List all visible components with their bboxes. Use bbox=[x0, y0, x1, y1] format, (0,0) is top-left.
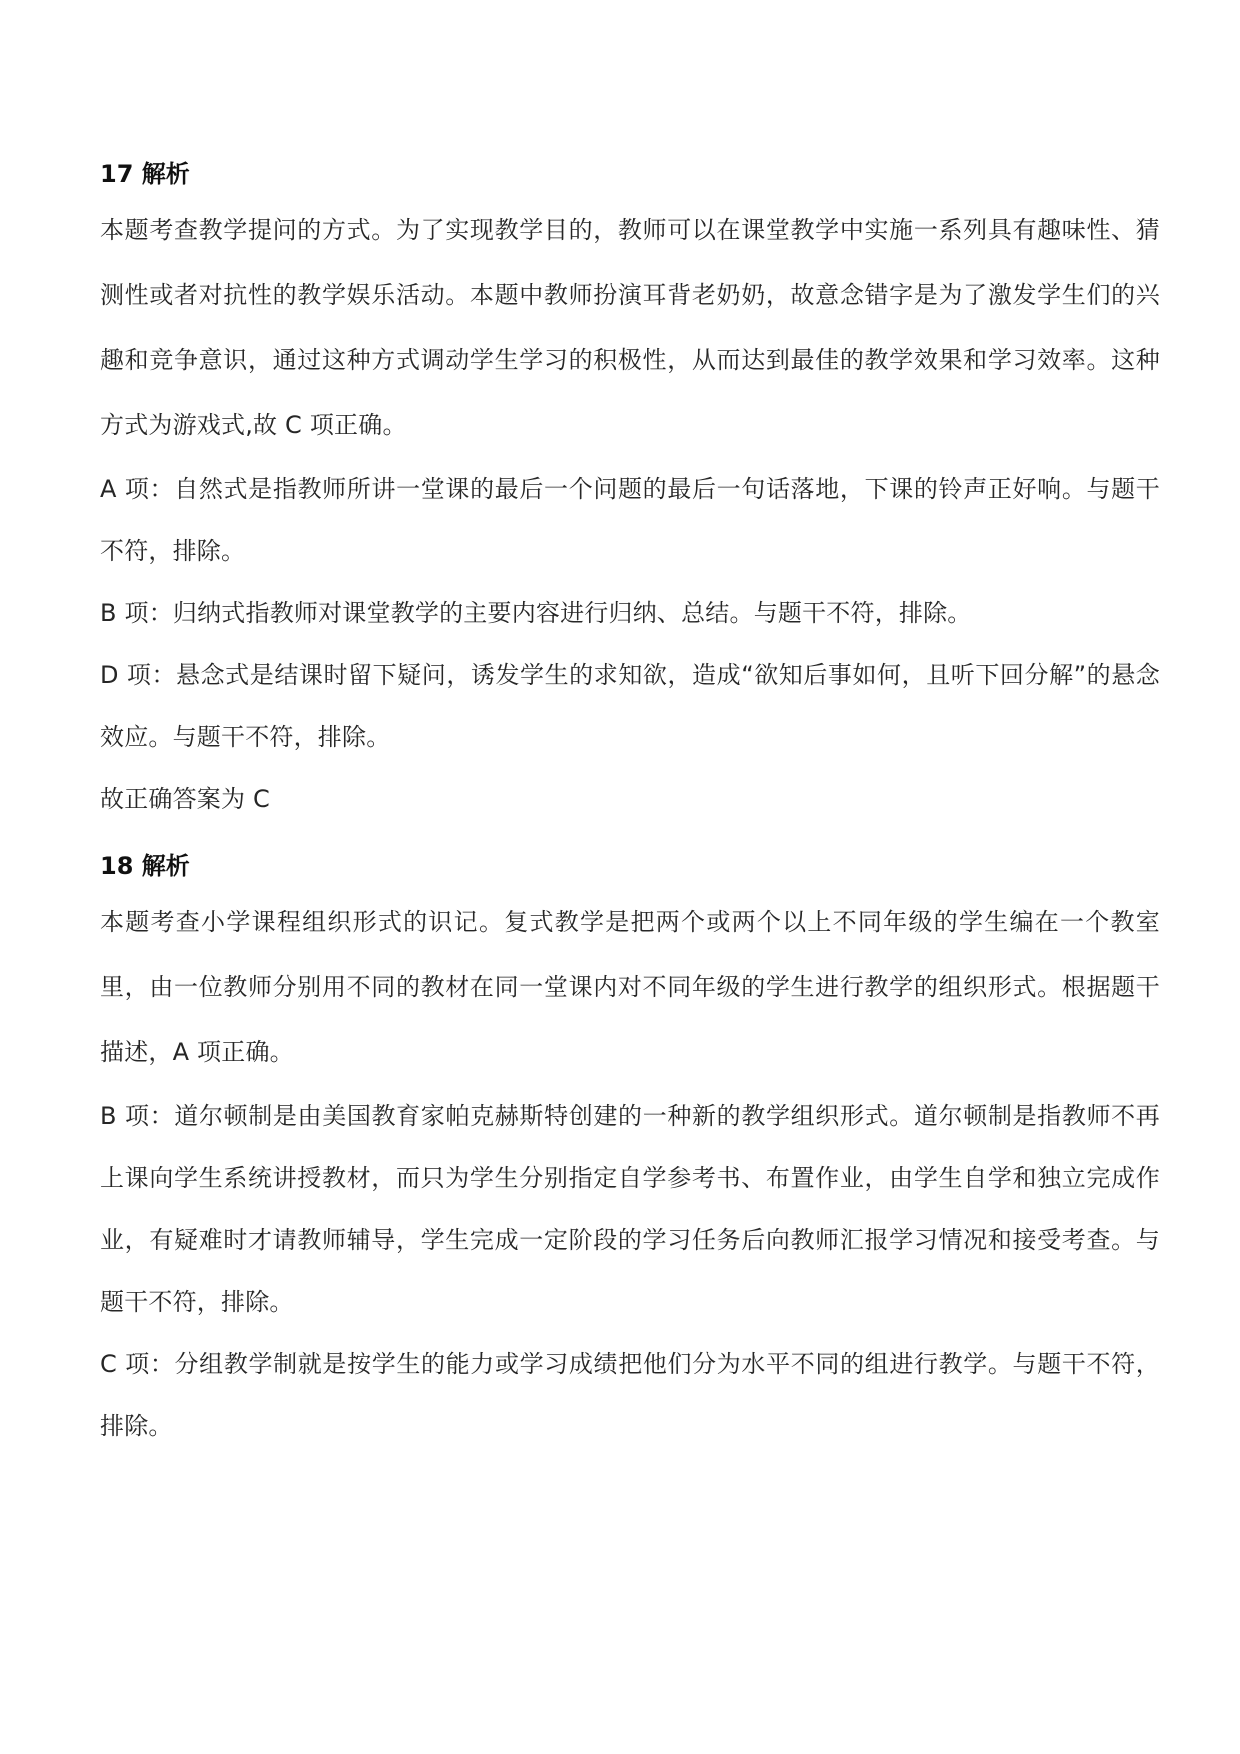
section-18-intro: 本题考查小学课程组织形式的识记。复式教学是把两个或两个以上不同年级的学生编在一个教室里，由一位教师分别用不同的教材在同一堂课内对不同年级的学生进行教学的组织形式。根据题干描述，A 项正确。 bbox=[100, 908, 1160, 1066]
section-17-intro: 本题考查教学提问的方式。为了实现教学目的，教师可以在课堂教学中实施一系列具有趣味性、猜测性或者对抗性的教学娱乐活动。本题中教师扮演耳背老奶奶，故意念错字是为了激发学生们的兴趣和竞争意识，通过这种方式调动学生学习的积极性，从而达到最佳的教学效果和学习效率。这种方式为游戏式,故 C 项正确。 bbox=[100, 216, 1160, 439]
document-page bbox=[100, 150, 1160, 1457]
section-17-title: 17 解析 bbox=[100, 160, 190, 188]
section-17-option-d: D 项：悬念式是结课时留下疑问，诱发学生的求知欲，造成“欲知后事如何，且听下回分解”的悬念效应。与题干不符，排除。 bbox=[100, 661, 1160, 751]
section-17-option-a: A 项：自然式是指教师所讲一堂课的最后一个问题的最后一句话落地，下课的铃声正好响。与题干不符，排除。 bbox=[100, 475, 1160, 565]
section-17-option-b: B 项：归纳式指教师对课堂教学的主要内容进行归纳、总结。与题干不符，排除。 bbox=[100, 599, 972, 627]
section-18-option-b: B 项：道尔顿制是由美国教育家帕克赫斯特创建的一种新的教学组织形式。道尔顿制是指教师不再上课向学生系统讲授教材，而只为学生分别指定自学参考书、布置作业，由学生自学和独立完成作业，有疑难时才请教师辅导，学生完成一定阶段的学习任务后向教师汇报学习情况和接受考查。与题干不符，排除。 bbox=[100, 1102, 1160, 1316]
section-18-title: 18 解析 bbox=[100, 852, 190, 880]
section-17-answer: 故正确答案为 C bbox=[100, 785, 270, 813]
section-18-option-c: C 项：分组教学制就是按学生的能力或学习成绩把他们分为水平不同的组进行教学。与题干不符，排除。 bbox=[100, 1350, 1160, 1440]
